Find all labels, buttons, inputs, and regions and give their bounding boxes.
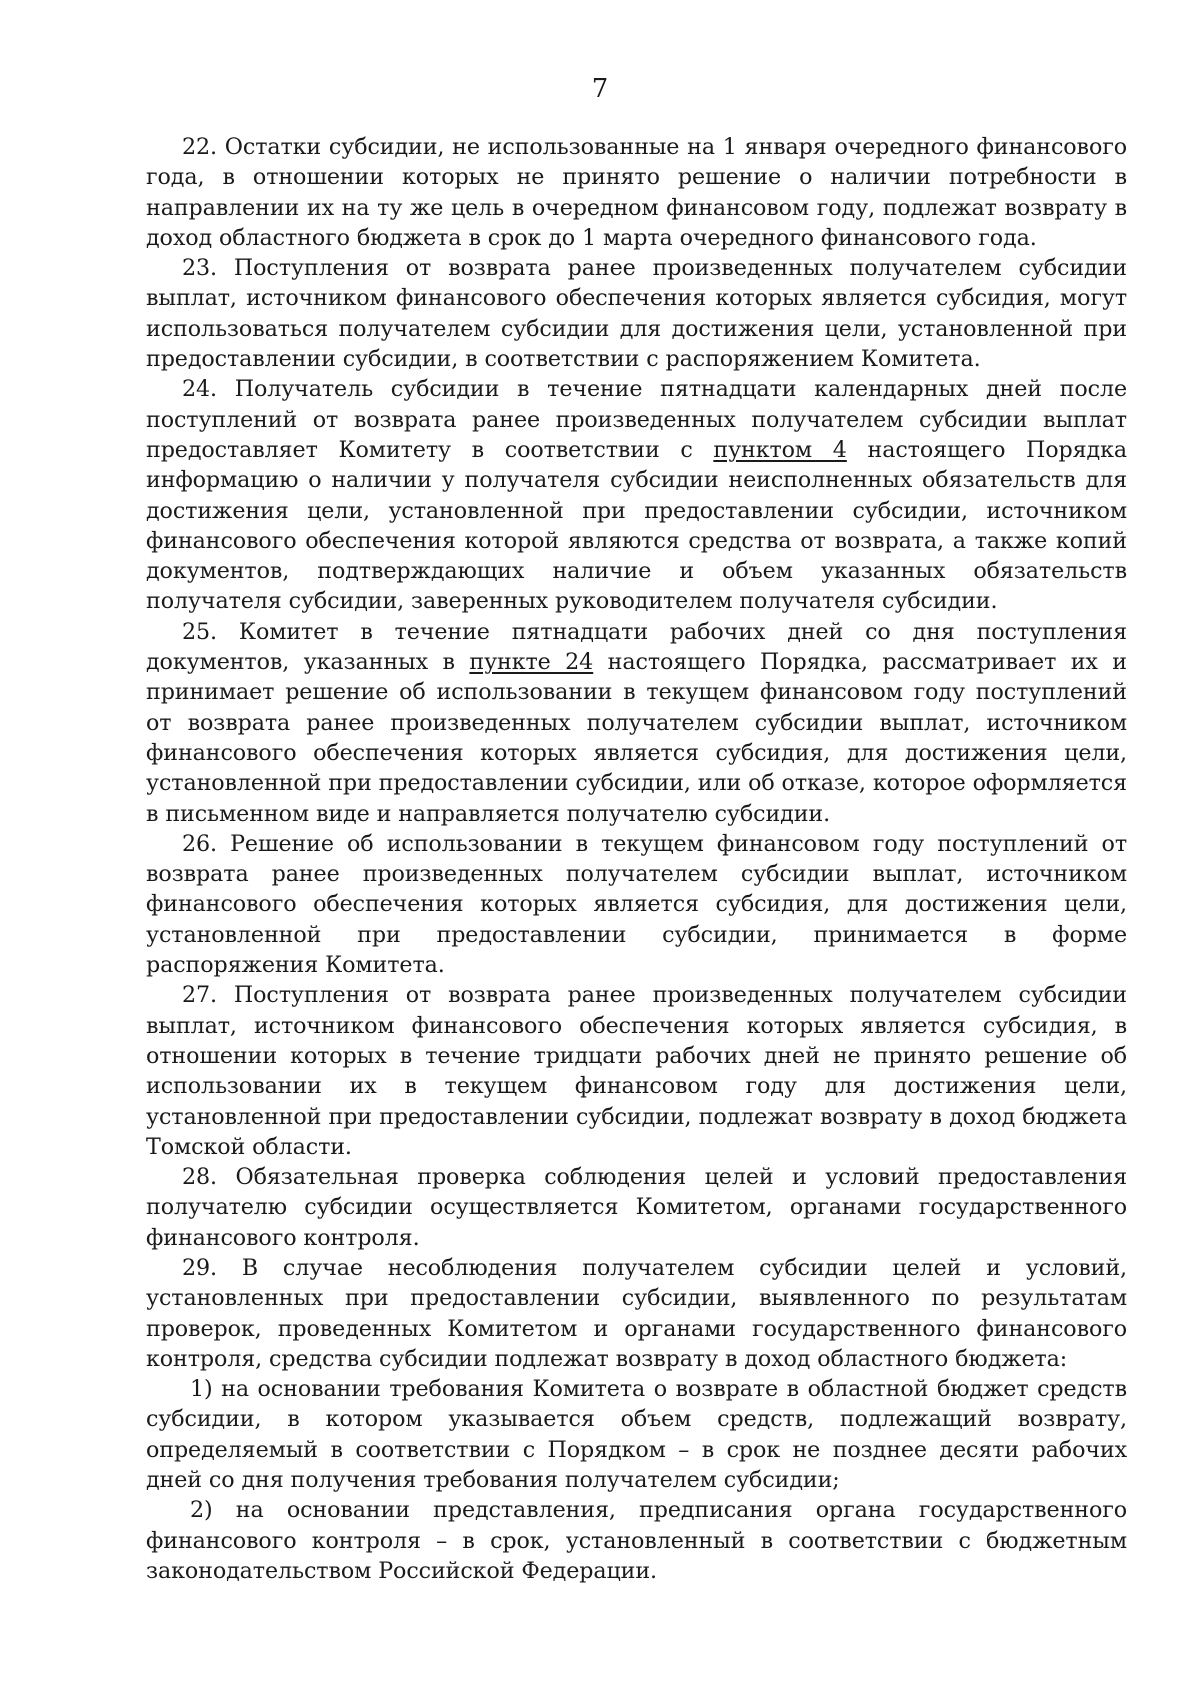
document-body <box>146 132 1127 1586</box>
paragraph-27: 27. Поступления от возврата ранее произведенных получателем субсидии выплат, источником финансового обеспечения которых является субсидия, в отношении которых в течение тридцати рабочих дней не принято решение об использовании их в текущем финансовом году для достижения цели, установленной при предоставлении субсидии, подлежат возврату в доход бюджета Томской области. <box>146 982 1127 1160</box>
paragraph-24 <box>146 374 1127 616</box>
paragraph-23: 23. Поступления от возврата ранее произведенных получателем субсидии выплат, источником финансового обеспечения которых является субсидия, могут использоваться получателем субсидии для достижения цели, установленной при предоставлении субсидии, в соответствии с распоряжением Комитета. <box>146 255 1127 373</box>
link-punkt-4[interactable]: пунктом 4 <box>713 436 847 463</box>
link-punkt-24[interactable]: пункте 24 <box>469 649 594 676</box>
paragraph-26: 26. Решение об использовании в текущем финансовом году поступлений от возврата ранее произведенных получателем субсидии выплат, источником финансового обеспечения которых является субсидия, для достижения цели, установленной при предоставлении субсидии, принимается в форме распоряжения Комитета. <box>146 830 1127 979</box>
paragraph-24-text-end: настоящего Порядка информацию о наличии у получателя субсидии неисполненных обязательств для достижения цели, установленной при предоставлении субсидии, источником финансового обеспечения которой являются средства от возврата, а также копий документов, подтверждающих наличие и объем указанных обязательств получателя субсидии, заверенных руководителем получателя субсидии. <box>146 436 1127 615</box>
page-number: 7 <box>591 74 609 104</box>
paragraph-29: 29. В случае несоблюдения получателем субсидии целей и условий, установленных при предоставлении субсидии, выявленного по результатам проверок, проведенных Комитетом и органами государственного финансового контроля, средства субсидии подлежат возврату в доход областного бюджета: <box>146 1254 1127 1372</box>
paragraph-29-item-1: 1) на основании требования Комитета о возврате в областной бюджет средств субсидии, в котором указывается объем средств, подлежащий возврату, определяемый в соответствии с Порядком – в срок не позднее десяти рабочих дней со дня получения требования получателем субсидии; <box>146 1376 1127 1494</box>
paragraph-25-text-start: 25. Комитет в течение пятнадцати рабочих дней со дня поступления документов, указанных в <box>146 618 1127 676</box>
paragraph-24-text-start: 24. Получатель субсидии в течение пятнадцати календарных дней после поступлений от возврата ранее произведенных получателем субсидии выплат предоставляет Комитету в соответствии с <box>146 376 1127 463</box>
paragraph-29-item-2: 2) на основании представления, предписания органа государственного финансового контроля – в срок, установленный в соответствии с бюджетным законодательством Российской Федерации. <box>146 1497 1127 1584</box>
paragraph-25-text-end: настоящего Порядка, рассматривает их и принимает решение об использовании в текущем финансовом году поступлений от возврата ранее произведенных получателем субсидии выплат, источником финансового обеспечения которых является субсидия, для достижения цели, установленной при предоставлении субсидии, или об отказе, которое оформляется в письменном виде и направляется получателю субсидии. <box>146 649 1127 827</box>
paragraph-25 <box>146 617 1127 829</box>
paragraph-28: 28. Обязательная проверка соблюдения целей и условий предоставления получателю субсидии осуществляется Комитетом, органами государственного финансового контроля. <box>146 1164 1127 1251</box>
paragraph-22: 22. Остатки субсидии, не использованные на 1 января очередного финансового года, в отношении которых не принято решение о наличии потребности в направлении их на ту же цель в очередном финансовом году, подлежат возврату в доход областного бюджета в срок до 1 марта очередного финансового года. <box>146 134 1127 251</box>
